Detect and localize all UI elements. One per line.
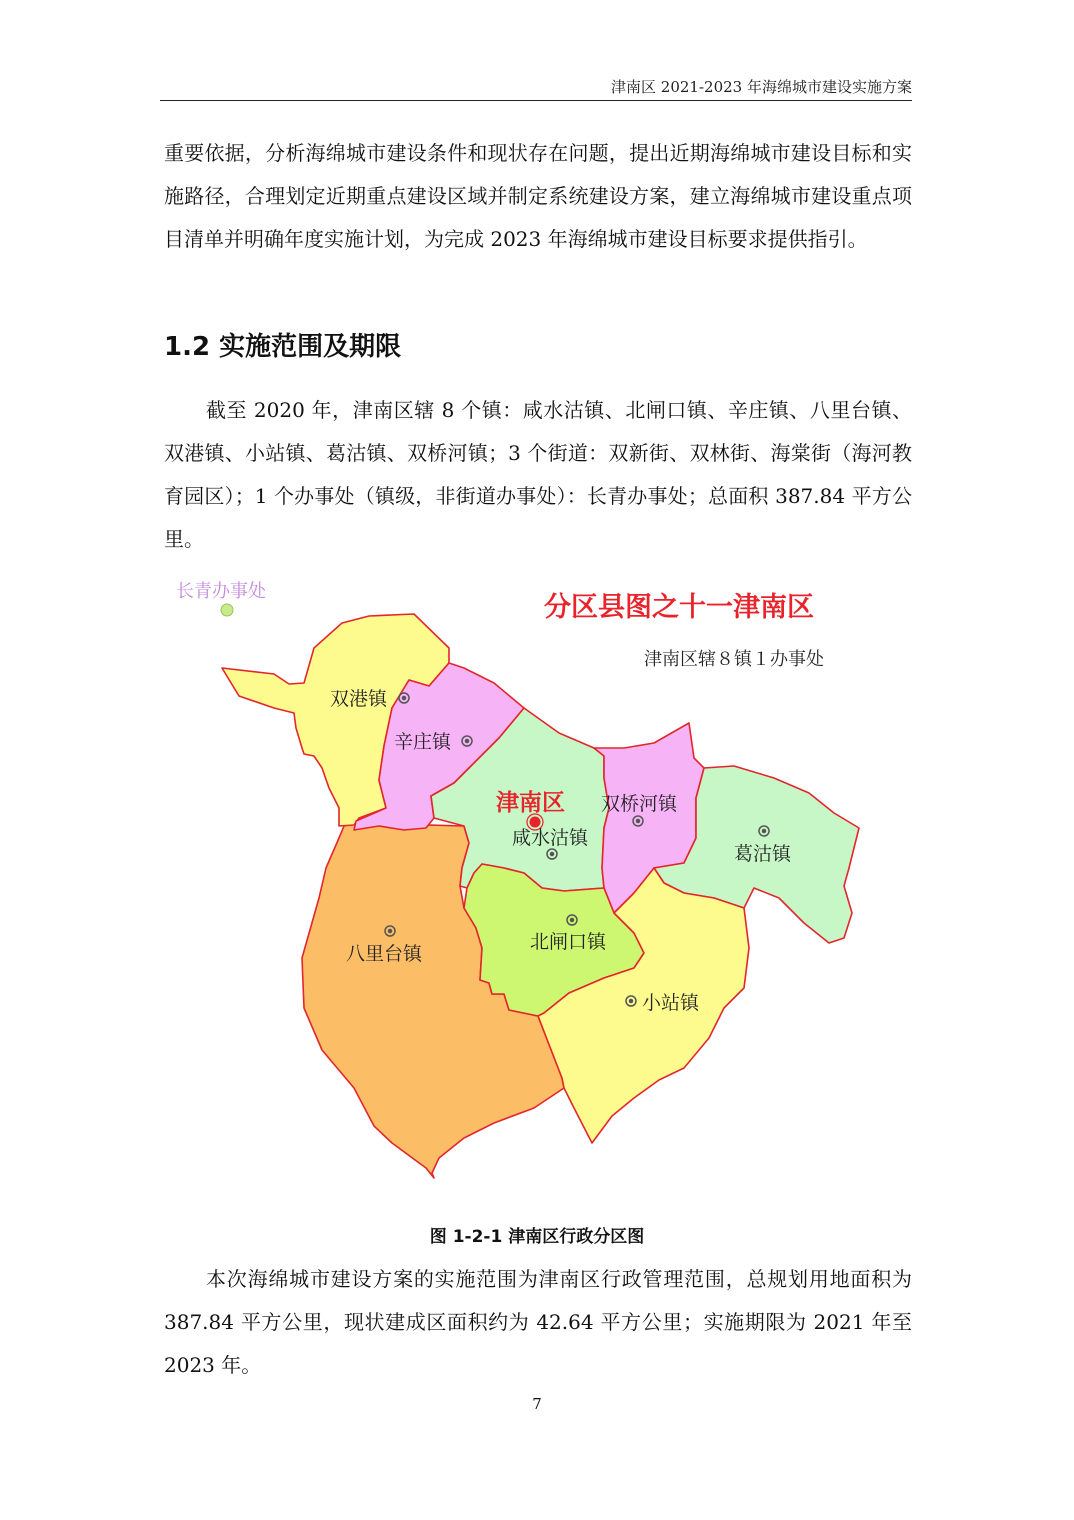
label-shuanggang: 双港镇 [330,688,388,710]
label-xiaozhan: 小站镇 [642,992,700,1014]
page-header [160,74,912,101]
map-title: 分区县图之十一津南区 [544,592,814,623]
district-label: 津南区 [496,790,565,816]
section-title: 1.2 实施范围及期限 [164,332,402,362]
label-gegu: 葛沽镇 [734,843,792,865]
paragraph-scope: 截至 2020 年，津南区辖 8 个镇：咸水沽镇、北闸口镇、辛庄镇、八里台镇、双港镇、小站镇、葛沽镇、双桥河镇；3 个街道：双新街、双林街、海棠街（海河教育园区）；1 个办事处（镇级，非街道办事处）：长青办事处；总面积 387.84 平方公里。 [164,398,912,551]
figure-caption: 图 1-2-1 津南区行政分区图 [429,1227,645,1247]
label-xianshuigu: 咸水沽镇 [512,827,589,849]
label-beizhakou: 北闸口镇 [530,931,607,953]
paragraph-intro-continuation: 重要依据，分析海绵城市建设条件和现状存在问题，提出近期海绵城市建设目标和实施路径，合理划定近期重点建设区域并制定系统建设方案，建立海绵城市建设重点项目清单并明确年度实施计划，为完成 2023 年海绵城市建设目标要求提供指引。 [164,141,912,251]
header-title: 津南区 2021-2023 年海绵城市建设实施方案 [611,78,912,96]
label-shuangqiaohe: 双桥河镇 [601,793,678,815]
district-map [164,568,916,1188]
label-balitai: 八里台镇 [346,943,423,965]
map-subtitle: 津南区辖８镇１办事处 [644,649,824,670]
page-number: 7 [532,1395,542,1413]
label-xinzhuang: 辛庄镇 [394,731,452,753]
paragraph-implementation: 本次海绵城市建设方案的实施范围为津南区行政管理范围，总规划用地面积为 387.84 平方公里，现状建成区面积约为 42.64 平方公里；实施期限为 2021 年至 2023 年。 [164,1267,912,1377]
office-label: 长青办事处 [176,581,266,602]
